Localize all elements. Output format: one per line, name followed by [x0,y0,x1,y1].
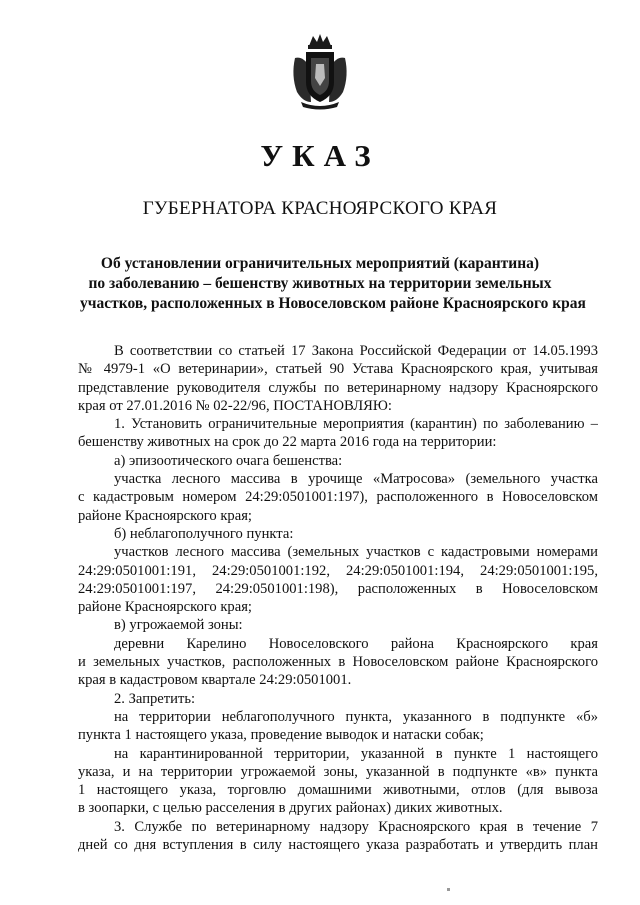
body-line: В соответствии со статьей 17 Закона Российской Федерации от 14.05.1993 [114,343,598,359]
body-line: 24:29:0501001:197, 24:29:0501001:198), расположенных в Новоселовском [78,580,598,597]
body-line: № 4979-1 «О ветеринарии», статьей 90 Устава Красноярского края, учитывая [78,361,598,378]
body-line: края в кадастровом квартале 24:29:0501001. [78,672,352,689]
body-line: указа, и на территории угрожаемой зоны, указанной в подпункте «в» пункта [78,763,598,780]
body-line: 3. Службе по ветеринарному надзору Красноярского края в течение 7 [114,818,598,835]
body-line: на карантинированной территории, указанной в пункте 1 настоящего [114,745,598,762]
body-line: деревни Карелино Новоселовского района Красноярского края [114,635,598,652]
body-line: пункта 1 настоящего указа, проведение выводок и натаски собак; [78,727,484,744]
body-line: представление руководителя службы по ветеринарному надзору Красноярского [78,379,598,396]
document-heading [80,254,586,314]
body-line: 2. Запретить: [114,690,196,707]
body-line: участков лесного массива (земельных участков с кадастровыми номерами [114,544,598,561]
body-line: б) неблагополучного пункта: [114,525,294,542]
body-line: районе Красноярского края; [78,507,252,524]
body-line: на территории неблагополучного пункта, указанного в подпункте «б» [114,708,598,725]
body-line: 1. Установить ограничительные мероприятия (карантин) по заболеванию – [114,416,598,433]
body-line: дней со дня вступления в силу настоящего указа разработать и утвердить план [78,837,598,854]
body-line: в зоопарки, с целью расселения в других районах) диких животных. [78,800,503,817]
body-line: края от 27.01.2016 № 02-22/96, ПОСТАНОВЛЯЮ: [78,397,392,414]
body-line: а) эпизоотического очага бешенства: [114,452,343,469]
body-line: в) угрожаемой зоны: [114,617,243,634]
body-line: бешенству животных на срок до 22 марта 2016 года на территории: [78,434,497,451]
body-line: участка лесного массива в урочище «Матросова» (земельного участка [114,471,598,488]
body-line: 24:29:0501001:191, 24:29:0501001:192, 24:29:0501001:194, 24:29:0501001:195, [78,562,598,579]
scan-speck [447,888,450,891]
body-line: и земельных участков, расположенных в Новоселовском районе Красноярского [78,654,598,671]
coat-of-arms-icon [289,32,351,110]
heading-line: по заболеванию – бешенству животных на территории земельных [88,275,552,292]
document-title: УКАЗ [260,138,380,173]
heading-line: Об установлении ограничительных мероприятий (карантина) [100,255,540,272]
body-line: 1 настоящего указа, торговлю домашними животными, отлов (для вывоза [78,782,598,799]
body-line: с кадастровым номером 24:29:0501001:197), расположенного в Новоселовском [78,489,598,506]
body-line: районе Красноярского края; [78,599,252,616]
document-issuer: ГУБЕРНАТОРА КРАСНОЯРСКОГО КРАЯ [142,198,498,219]
heading-line: участков, расположенных в Новоселовском районе Красноярского края [80,295,586,312]
document-body [78,342,598,854]
